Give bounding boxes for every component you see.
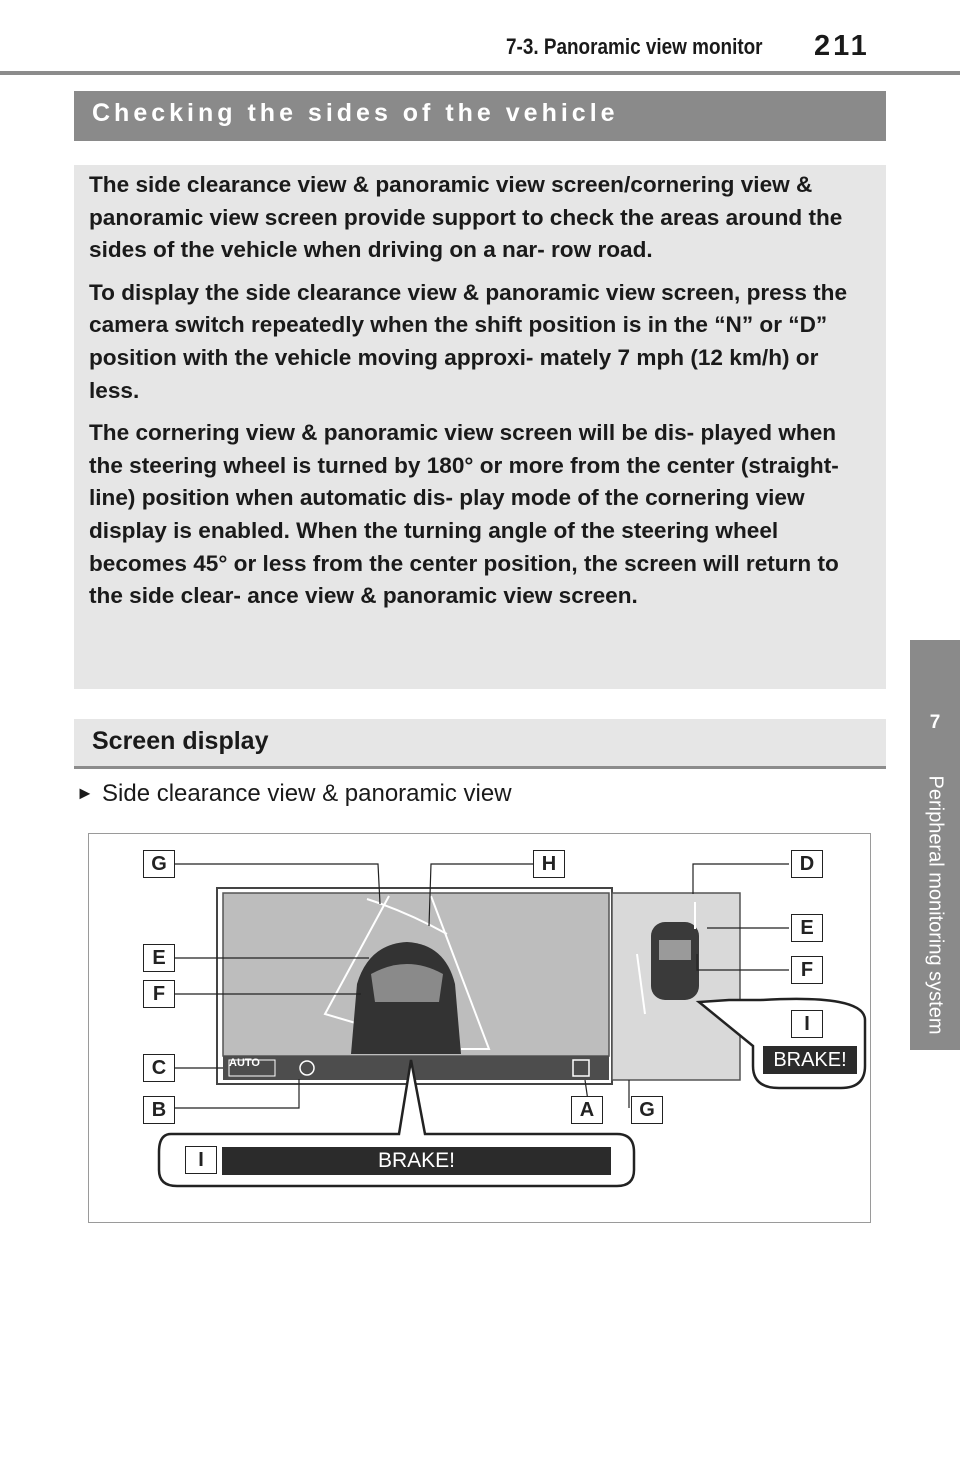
triangle-bullet-icon: ►	[76, 783, 94, 803]
callout-f-right: F	[791, 956, 823, 984]
vehicle-windshield	[371, 964, 443, 1002]
chapter-tab	[910, 640, 960, 1050]
panoramic-vehicle	[651, 922, 699, 1000]
callout-c-left: C	[143, 1054, 175, 1082]
brake-warning-wide: BRAKE!	[222, 1147, 611, 1175]
callout-e-left: E	[143, 944, 175, 972]
panoramic-windshield	[659, 940, 691, 960]
intro-paragraph-3: The cornering view & panoramic view screen will be dis- played when the steering wheel is turned by 180° or more from the center (straight-line) position when automatic dis- play mode of the cornering view display is enabled. When the turning angle of the steering wheel becomes 45° or less from the center position, the screen will return to the side clear- ance view & panoramic view screen.	[89, 420, 839, 609]
brake-warning-small: BRAKE!	[763, 1046, 857, 1074]
header-divider	[0, 71, 960, 75]
callout-i-right: I	[791, 1010, 823, 1038]
chapter-number: 7	[929, 712, 941, 733]
auto-mode-label: AUTO	[229, 1057, 260, 1069]
callout-g-top: G	[143, 850, 175, 878]
page-number: 211	[814, 30, 870, 62]
callout-b-left: B	[143, 1096, 175, 1124]
subsection-heading: Screen display	[74, 719, 886, 767]
callout-d-top: D	[791, 850, 823, 878]
bullet-text: Side clearance view & panoramic view	[102, 780, 512, 807]
callout-e-right: E	[791, 914, 823, 942]
leader-d-top	[693, 864, 789, 894]
callout-i-bottom: I	[185, 1146, 217, 1174]
callout-f-left: F	[143, 980, 175, 1008]
running-header-title: 7-3. Panoramic view monitor	[506, 34, 763, 59]
bullet-item	[76, 780, 512, 808]
callout-h-top: H	[533, 850, 565, 878]
callout-g-bottom: G	[631, 1096, 663, 1124]
screen-display-figure	[88, 833, 871, 1223]
subsection-divider	[74, 766, 886, 769]
intro-paragraph-2: To display the side clearance view & panoramic view screen, press the camera switch repeatedly when the shift position is in the “N” or “D” position with the vehicle moving approxi- mately 7 mph (12 km/h) or less.	[89, 279, 848, 403]
intro-paragraph-1: The side clearance view & panoramic view screen/cornering view & panoramic view screen provide support to check the areas around the sides of the vehicle when driving on a nar- row road.	[89, 172, 843, 263]
intro-box	[74, 165, 886, 689]
callout-a-bottom: A	[571, 1096, 603, 1124]
bottom-status-bar	[223, 1056, 609, 1080]
chapter-label: Peripheral monitoring system	[924, 775, 947, 1035]
section-heading: Checking the sides of the vehicle	[74, 91, 886, 141]
